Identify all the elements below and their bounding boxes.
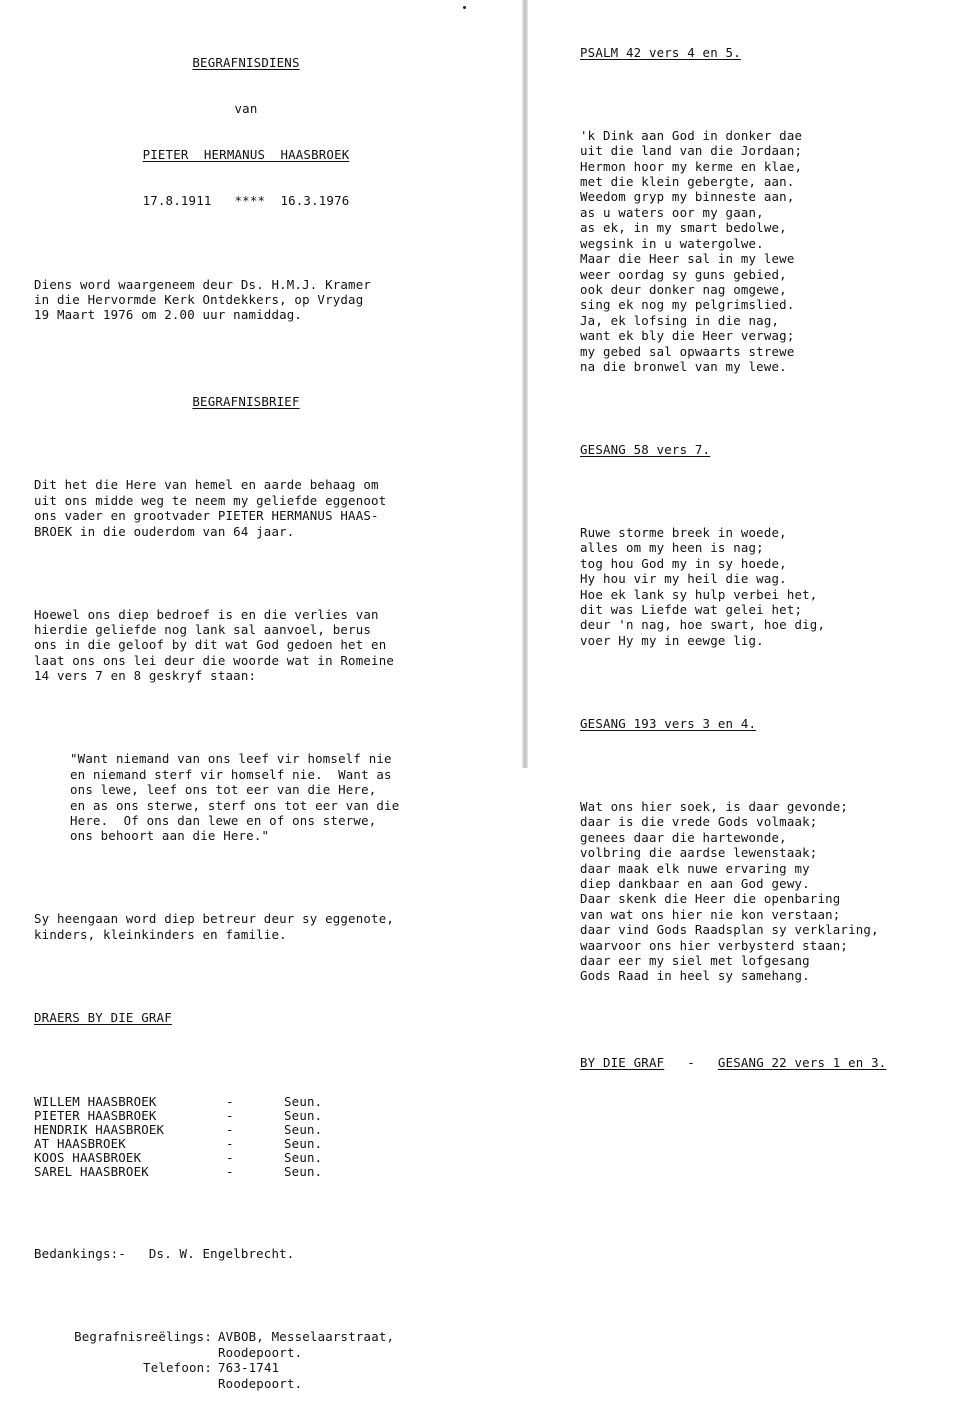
text-line: deur 'n nag, hoe swart, hoe dig, [580, 617, 826, 633]
text-line: laat ons ons lei deur die woorde wat in Romeine [34, 652, 395, 668]
text-line: met die klein gebergte, aan. [580, 174, 795, 190]
text-line: kinders, kleinkinders en familie. [34, 926, 287, 942]
text-line: Ruwe storme breek in woede, [580, 525, 787, 540]
text-line: 'k Dink aan God in donker dae [580, 127, 803, 143]
bearer-role: Seun. [284, 1163, 323, 1179]
letter-title: BEGRAFNISBRIEF [192, 394, 300, 410]
text-line: dit was Liefde wat gelei het; [580, 602, 803, 618]
bearer-name: PIETER HAASBROEK [34, 1107, 157, 1123]
bearer-dash: - [226, 1107, 234, 1123]
text-line: ons in die geloof by dit wat God gedoen het en [34, 637, 387, 653]
bearer-row [34, 1123, 322, 1137]
grave-line [580, 1055, 958, 1070]
phone-value: 763-1741 [218, 1360, 280, 1376]
text-line: Daar skenk die Heer die openbaring [580, 891, 841, 907]
text-line: ons vader en grootvader PIETER HERMANUS HAAS- [34, 508, 379, 524]
text-line: daar eer my siel met lofgesang [580, 952, 810, 968]
grave-hymn: GESANG 22 vers 1 en 3. [717, 1055, 887, 1071]
bearer-dash: - [226, 1163, 234, 1179]
text-line: weer oordag sy guns gebied, [580, 266, 787, 282]
text-line: Sy heengaan word diep betreur deur sy eggenote, [34, 911, 395, 927]
text-line: en niemand sterf vir homself nie. Want as [70, 766, 392, 782]
text-line: Hoe ek lank sy hulp verbei het, [580, 586, 818, 602]
text-line: van wat ons hier nie kon verstaan; [580, 906, 841, 922]
bearer-dash: - [226, 1135, 234, 1151]
bearer-row [34, 1095, 322, 1109]
service-details [34, 277, 520, 323]
thanks-line: Bedankings:- Ds. W. Engelbrecht. [34, 1246, 295, 1262]
text-line: Hy hou vir my heil die wag. [580, 571, 787, 587]
text-line: ons behoort aan die Here." [70, 828, 270, 844]
text-line: na die bronwel van my lewe. [580, 358, 787, 374]
text-line: alles om my heen is nag; [580, 540, 764, 556]
hymn-58-title: GESANG 58 vers 7. [580, 441, 711, 457]
text-line: Gods Raad in heel sy samehang. [580, 968, 810, 984]
bearer-row [34, 1165, 322, 1179]
arrangements-value: AVBOB, Messelaarstraat, [218, 1329, 395, 1345]
grave-label: BY DIE GRAF [580, 1055, 665, 1071]
bearer-name: SAREL HAASBROEK [34, 1163, 149, 1179]
bearer-row [34, 1137, 322, 1151]
van-label: van [234, 101, 258, 117]
right-page [528, 0, 958, 1071]
text-line: diep dankbaar en aan God gewy. [580, 875, 810, 891]
text-line: genees daar die hartewonde, [580, 829, 787, 845]
bearer-name: KOOS HAASBROEK [34, 1149, 142, 1165]
bearer-name: WILLEM HAASBROEK [34, 1093, 157, 1109]
hymn-58-verse [580, 525, 958, 648]
bearer-role: Seun. [284, 1135, 323, 1151]
mourning-statement [34, 911, 520, 942]
deceased-name: PIETER HERMANUS HAASBROEK [142, 147, 350, 163]
text-line: Wat ons hier soek, is daar gevonde; [580, 798, 849, 814]
text-line: sing ek nog my pelgrimslied. [580, 297, 795, 313]
text-line: my gebed sal opwaarts strewe [580, 343, 795, 359]
text-line: waarvoor ons hier verbysterd staan; [580, 937, 849, 953]
bearers-table [34, 1095, 322, 1179]
text-line: ons lewe, leef ons tot eer van die Here, [70, 782, 377, 798]
hymn-193-verse [580, 799, 958, 984]
text-line: daar vind Gods Raadsplan sy verklaring, [580, 922, 879, 938]
bearer-role: Seun. [284, 1121, 323, 1137]
text-line: want ek bly die Heer verwag; [580, 328, 795, 344]
letter-paragraph-1 [34, 477, 520, 539]
letter-paragraph-2 [34, 607, 520, 684]
text-line: Here. Of ons dan lewe en of ons sterwe, [70, 812, 377, 828]
text-line: BROEK in die ouderdom van 64 jaar. [34, 523, 295, 539]
bearer-role: Seun. [284, 1149, 323, 1165]
text-line: Hoewel ons diep bedroef is en die verlies van [34, 606, 379, 622]
text-line: in die Hervormde Kerk Ontdekkers, op Vrydag [34, 291, 364, 307]
text-line: wegsink in u watergolwe. [580, 235, 764, 251]
text-line: as ek, in my smart bedolwe, [580, 220, 787, 236]
text-line: "Want niemand van ons leef vir homself nie [70, 751, 392, 767]
scripture-quote [34, 751, 520, 843]
psalm-title: PSALM 42 vers 4 en 5. [580, 44, 741, 60]
grave-dash: - [687, 1055, 695, 1071]
life-dates: 17.8.1911 **** 16.3.1976 [142, 193, 350, 209]
bearer-row [34, 1109, 322, 1123]
bearer-dash: - [226, 1149, 234, 1165]
bearer-role: Seun. [284, 1093, 323, 1109]
text-line: Ja, ek lofsing in die nag, [580, 312, 780, 328]
text-line: 19 Maart 1976 om 2.00 uur namiddag. [34, 307, 303, 323]
bearer-row [34, 1151, 322, 1165]
text-line: ook deur donker nag omgewe, [580, 281, 787, 297]
phone-city: Roodepoort. [218, 1375, 303, 1391]
text-line: volbring die aardse lewenstaak; [580, 845, 818, 861]
hymn-193-title: GESANG 193 vers 3 en 4. [580, 715, 757, 731]
text-line: Hermon hoor my kerme en klae, [580, 158, 803, 174]
text-line: as u waters oor my gaan, [580, 204, 764, 220]
text-line: Maar die Heer sal in my lewe [580, 251, 795, 267]
text-line: Dit het die Here van hemel en aarde behaag om [34, 477, 379, 493]
text-line: Weedom gryp my binneste aan, [580, 189, 795, 205]
service-title: BEGRAFNISDIENS [192, 54, 300, 70]
text-line: uit ons midde weg te neem my geliefde eggenoot [34, 492, 387, 508]
funeral-contact [34, 1329, 520, 1391]
text-line: daar is die vrede Gods volmaak; [580, 814, 818, 830]
psalm-verse [580, 128, 958, 375]
text-line: Diens word waargeneem deur Ds. H.M.J. Kramer [34, 276, 372, 292]
text-line: uit die land van die Jordaan; [580, 143, 803, 159]
arrangements-label: Begrafnisreëlings: [74, 1329, 212, 1345]
bearer-role: Seun. [284, 1107, 323, 1123]
text-line: daar maak elk nuwe ervaring my [580, 860, 810, 876]
bearer-dash: - [226, 1093, 234, 1109]
text-line: en as ons sterwe, sterf ons tot eer van die [70, 797, 400, 813]
text-line: hierdie geliefde nog lank sal aanvoel, berus [34, 622, 372, 638]
bearer-name: AT HAASBROEK [34, 1135, 126, 1151]
bearer-name: HENDRIK HAASBROEK [34, 1121, 165, 1137]
arrangements-city: Roodepoort. [218, 1344, 303, 1360]
phone-label: Telefoon: [143, 1360, 212, 1376]
text-line: voer Hy my in eewge lig. [580, 632, 764, 648]
bearers-title: DRAERS BY DIE GRAF [34, 1009, 172, 1025]
text-line: tog hou God my in sy hoede, [580, 555, 787, 571]
text-line: 14 vers 7 en 8 geskryf staan: [34, 668, 257, 684]
bearer-dash: - [226, 1121, 234, 1137]
